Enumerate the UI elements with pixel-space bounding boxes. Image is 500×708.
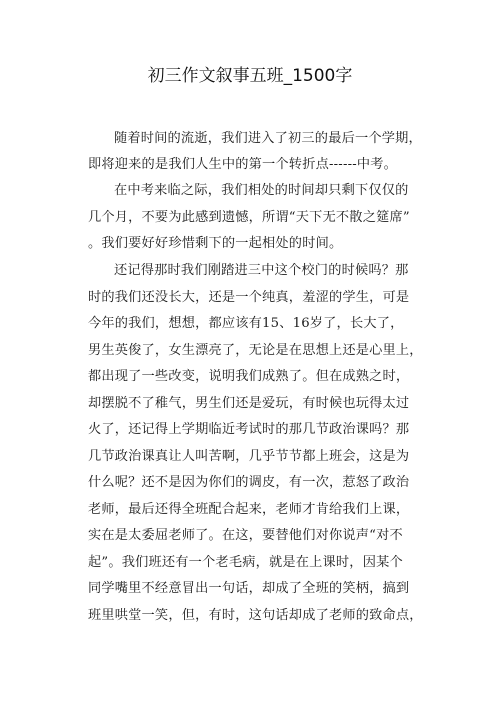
paragraph-line: 都出现了一些改变，说明我们成熟了。但在成熟之时， xyxy=(88,369,410,384)
paragraph-line: 几节政治课真让人叫苦啊，几乎节节都上班会，这是为 xyxy=(88,449,410,464)
paragraph-line: 今年的我们，想想，都应该有15、16岁了，长大了， xyxy=(88,316,404,331)
paragraph-line: 即将迎来的是我们人生中的第一个转折点------中考。 xyxy=(88,157,398,172)
paragraph-line: 起”。我们班还有一个老毛病，就是在上课时，因某个 xyxy=(88,555,403,570)
paragraph-line: 在中考来临之际，我们相处的时间却只剩下仅仅的 xyxy=(114,183,409,198)
paragraph-line: 实在是太委屈老师了。在这，要替他们对你说声“对不 xyxy=(88,528,403,543)
paragraph-line: 男生英俊了，女生漂亮了，无论是在思想上还是心里上， xyxy=(88,343,423,358)
paragraph-line: 什么呢？还不是因为你们的调皮，有一次，惹怒了政治 xyxy=(88,475,410,490)
paragraph-line: 时的我们还没长大，还是一个纯真，羞涩的学生，可是 xyxy=(88,290,410,305)
paragraph-line: 老师，最后还得全班配合起来，老师才肯给我们上课， xyxy=(88,502,410,517)
paragraph-line: 火了，还记得上学期临近考试时的那几节政治课吗？那 xyxy=(88,422,410,437)
paragraph-line: 。我们要好好珍惜剩下的一起相处的时间。 xyxy=(88,236,343,251)
paragraph-line: 班里哄堂一笑，但，有时，这句话却成了老师的致命点， xyxy=(88,608,423,623)
paragraph-line: 同学嘴里不经意冒出一句话，却成了全班的笑柄，搞到 xyxy=(88,581,410,596)
paragraph-line: 几个月，不要为此感到遗憾，所谓“天下无不散之筵席” xyxy=(88,210,410,225)
document-title: 初三作文叙事五班_1500字 xyxy=(147,66,353,86)
paragraph-line: 却摆脱不了稚气，男生们还是爱玩，有时候也玩得太过 xyxy=(88,396,410,411)
paragraph-line: 还记得那时我们刚踏进三中这个校门的时候吗？那 xyxy=(114,263,409,278)
paragraph-line: 随着时间的流逝，我们进入了初三的最后一个学期， xyxy=(114,131,422,146)
